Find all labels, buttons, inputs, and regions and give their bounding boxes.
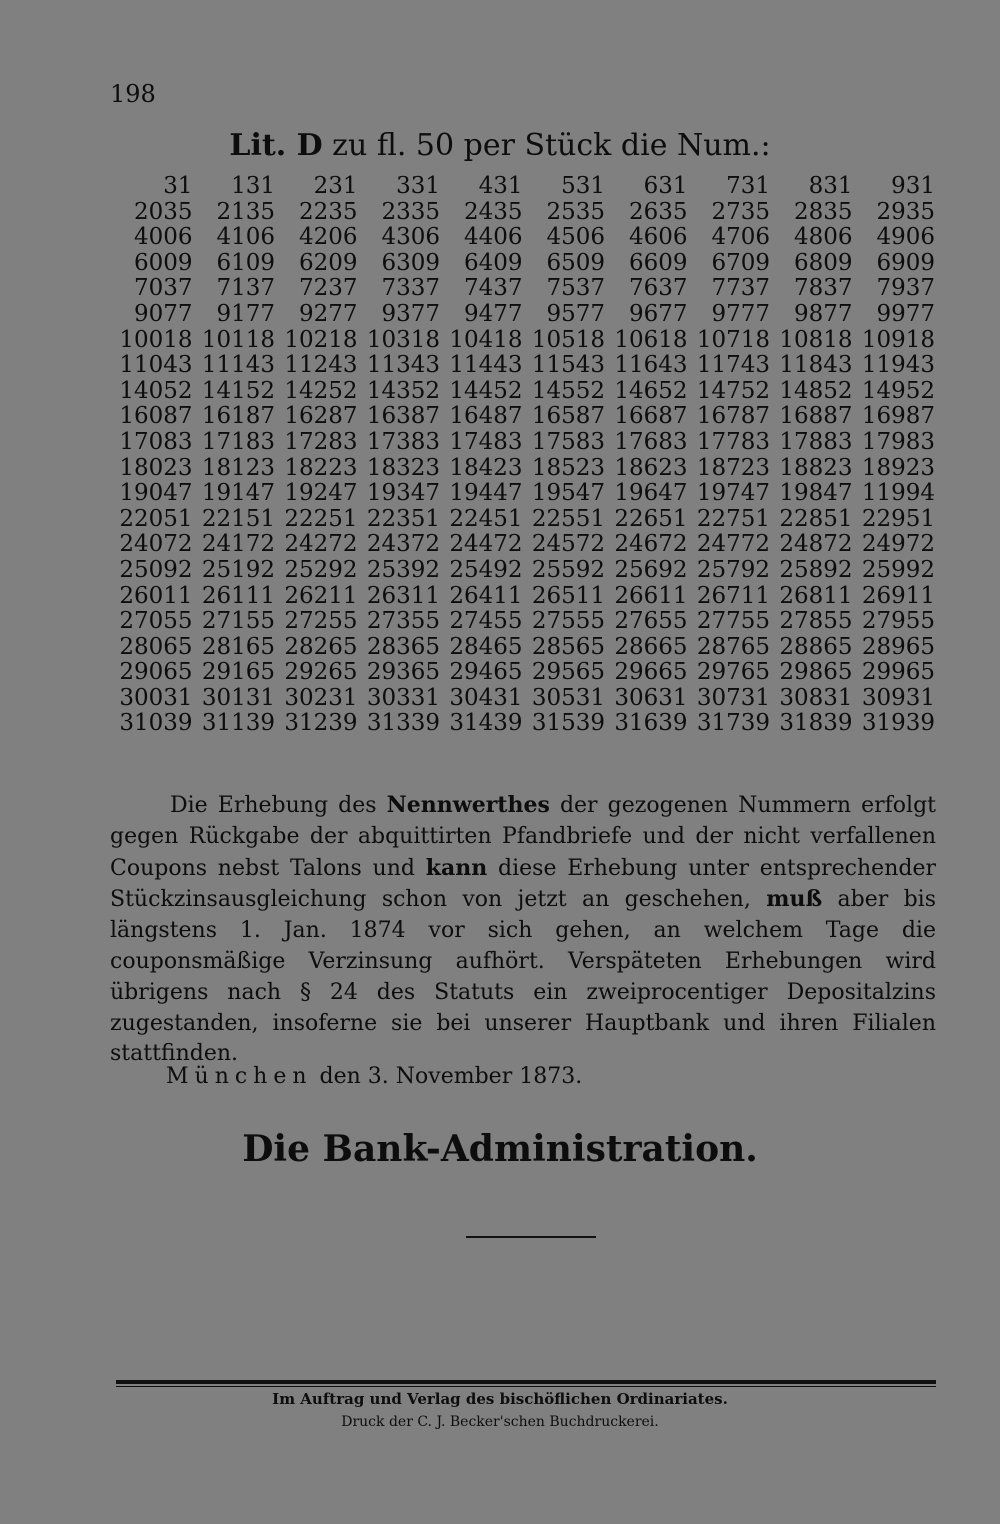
drawn-numbers-table (110, 174, 935, 737)
number-cell: 22351 (366, 505, 440, 532)
number-cell: 16687 (614, 403, 688, 430)
number-cell: 4206 (298, 224, 358, 251)
number-cell: 6309 (381, 249, 440, 276)
number-cell: 2635 (628, 198, 688, 225)
number-cell: 22151 (201, 505, 275, 532)
number-cell: 19647 (614, 480, 688, 507)
number-cell: 4106 (216, 224, 275, 251)
table-row (110, 686, 935, 712)
number-cell: 29065 (119, 659, 193, 686)
number-cell: 28665 (614, 633, 688, 660)
page-number: 198 (110, 80, 156, 108)
number-cell: 10218 (284, 326, 358, 353)
number-cell: 18423 (449, 454, 523, 481)
number-cell: 7637 (628, 275, 688, 302)
number-cell: 9377 (381, 300, 440, 327)
number-cell: 17783 (696, 428, 770, 455)
number-cell: 24672 (614, 531, 688, 558)
number-cell: 11143 (201, 352, 275, 379)
number-cell: 27855 (779, 608, 853, 635)
number-cell: 22251 (284, 505, 358, 532)
number-cell: 16287 (284, 403, 358, 430)
numbers-body (110, 174, 935, 737)
number-cell: 2735 (711, 198, 770, 225)
table-row (110, 200, 935, 226)
table-row (110, 302, 935, 328)
table-row (110, 635, 935, 661)
number-cell: 10418 (449, 326, 523, 353)
number-cell: 28565 (531, 633, 605, 660)
number-cell: 10118 (201, 326, 275, 353)
number-cell: 17083 (119, 428, 193, 455)
number-cell: 17183 (201, 428, 275, 455)
paragraph-part-4: aber bis längstens 1. Jan. 1874 vor sich gehen, an welchem Tage die couponsmäßige Verzinsung aufhört. Verspäteten Erhebungen wird übrigens nach § 24 des Statuts ein zweiprocentiger Depositalzins zugestanden, insoferne sie bei unserer Hauptbank und ihren Filialen stattfinden. (110, 887, 937, 1067)
number-cell: 16487 (449, 403, 523, 430)
number-cell: 7837 (793, 275, 853, 302)
number-cell: 18623 (614, 454, 688, 481)
number-cell: 25392 (366, 556, 440, 583)
number-cell: 10618 (614, 326, 688, 353)
number-cell: 18523 (531, 454, 605, 481)
paragraph-part-1: Die Erhebung des (170, 793, 377, 818)
number-cell: 31639 (614, 710, 688, 737)
number-cell: 30131 (201, 684, 275, 711)
number-cell: 17583 (531, 428, 605, 455)
number-cell: 25992 (861, 556, 935, 583)
number-cell: 27155 (201, 608, 275, 635)
number-cell: 26511 (531, 582, 605, 609)
number-cell: 30031 (119, 684, 193, 711)
table-row (110, 379, 935, 405)
number-cell: 16387 (366, 403, 440, 430)
table-row (110, 174, 935, 200)
number-cell: 25692 (614, 556, 688, 583)
number-cell: 29365 (366, 659, 440, 686)
number-cell: 24072 (119, 531, 193, 558)
number-cell: 30231 (284, 684, 358, 711)
number-cell: 26411 (449, 582, 523, 609)
number-cell: 31539 (531, 710, 605, 737)
number-cell: 28465 (449, 633, 523, 660)
number-cell: 6609 (628, 249, 688, 276)
number-cell: 7437 (463, 275, 523, 302)
table-row (110, 328, 935, 354)
number-cell: 17683 (614, 428, 688, 455)
number-cell: 18123 (201, 454, 275, 481)
number-cell: 11943 (861, 352, 935, 379)
number-cell: 16187 (201, 403, 275, 430)
number-cell: 30731 (696, 684, 770, 711)
table-row (110, 532, 935, 558)
number-cell: 14752 (696, 377, 770, 404)
number-cell: 29165 (201, 659, 275, 686)
number-cell: 17383 (366, 428, 440, 455)
number-cell: 2235 (298, 198, 358, 225)
paragraph-part-2: der gezogenen Nummern erfolgt gegen Rückgabe der abquittirten Pfandbriefe und der nicht verfallenen Coupons nebst Talons und (110, 793, 937, 881)
table-row (110, 481, 935, 507)
number-cell: 6109 (216, 249, 275, 276)
number-cell: 931 (891, 173, 935, 199)
number-cell: 29465 (449, 659, 523, 686)
number-cell: 31339 (366, 710, 440, 737)
number-cell: 31139 (201, 710, 275, 737)
number-cell: 11743 (696, 352, 770, 379)
table-row (110, 251, 935, 277)
number-cell: 14852 (779, 377, 853, 404)
number-cell: 2935 (876, 198, 935, 225)
number-cell: 26011 (119, 582, 193, 609)
number-cell: 27455 (449, 608, 523, 635)
number-cell: 18823 (779, 454, 853, 481)
number-cell: 11343 (366, 352, 440, 379)
number-cell: 24572 (531, 531, 605, 558)
number-cell: 28165 (201, 633, 275, 660)
number-cell: 14252 (284, 377, 358, 404)
number-cell: 11543 (531, 352, 605, 379)
number-cell: 6809 (793, 249, 853, 276)
table-row (110, 456, 935, 482)
number-cell: 2335 (381, 198, 440, 225)
number-cell: 231 (313, 173, 358, 199)
number-cell: 16887 (779, 403, 853, 430)
number-cell: 9877 (793, 300, 853, 327)
number-cell: 31239 (284, 710, 358, 737)
number-cell: 19347 (366, 480, 440, 507)
number-cell: 19547 (531, 480, 605, 507)
number-cell: 14452 (449, 377, 523, 404)
short-divider (466, 1236, 596, 1238)
number-cell: 26811 (779, 582, 853, 609)
number-cell: 29865 (779, 659, 853, 686)
number-cell: 27655 (614, 608, 688, 635)
number-cell: 7137 (216, 275, 275, 302)
number-cell: 4006 (133, 224, 193, 251)
number-cell: 19447 (449, 480, 523, 507)
number-cell: 331 (396, 173, 440, 199)
number-cell: 531 (561, 173, 605, 199)
footer-rule-thick (116, 1380, 936, 1384)
number-cell: 14952 (861, 377, 935, 404)
number-cell: 14152 (201, 377, 275, 404)
number-cell: 25192 (201, 556, 275, 583)
number-cell: 431 (478, 173, 523, 199)
number-cell: 18023 (119, 454, 193, 481)
heading-lit: Lit. D (229, 128, 323, 163)
number-cell: 27055 (119, 608, 193, 635)
number-cell: 29765 (696, 659, 770, 686)
number-cell: 14652 (614, 377, 688, 404)
number-cell: 30431 (449, 684, 523, 711)
number-cell: 4406 (463, 224, 523, 251)
number-cell: 26611 (614, 582, 688, 609)
number-cell: 6409 (463, 249, 523, 276)
number-cell: 24272 (284, 531, 358, 558)
number-cell: 24872 (779, 531, 853, 558)
number-cell: 11994 (861, 480, 935, 507)
number-cell: 14352 (366, 377, 440, 404)
dateline (166, 1064, 582, 1089)
number-cell: 26311 (366, 582, 440, 609)
number-cell: 29565 (531, 659, 605, 686)
number-cell: 18723 (696, 454, 770, 481)
number-cell: 31 (163, 173, 193, 199)
number-cell: 31439 (449, 710, 523, 737)
imprint-printer: Druck der C. J. Becker'schen Buchdruckerei. (341, 1414, 659, 1430)
number-cell: 11243 (284, 352, 358, 379)
number-cell: 28265 (284, 633, 358, 660)
table-row (110, 276, 935, 302)
number-cell: 27955 (861, 608, 935, 635)
number-cell: 9277 (298, 300, 358, 327)
number-cell: 24372 (366, 531, 440, 558)
number-cell: 25492 (449, 556, 523, 583)
signature: Die Bank-Administration. (242, 1128, 758, 1170)
number-cell: 7037 (133, 275, 193, 302)
number-cell: 18923 (861, 454, 935, 481)
table-row (110, 584, 935, 610)
number-cell: 29665 (614, 659, 688, 686)
number-cell: 28965 (861, 633, 935, 660)
number-cell: 31739 (696, 710, 770, 737)
number-cell: 28065 (119, 633, 193, 660)
number-cell: 6709 (711, 249, 770, 276)
number-cell: 28865 (779, 633, 853, 660)
number-cell: 14052 (119, 377, 193, 404)
number-cell: 9177 (216, 300, 275, 327)
number-cell: 30831 (779, 684, 853, 711)
number-cell: 17983 (861, 428, 935, 455)
number-cell: 24172 (201, 531, 275, 558)
number-cell: 11843 (779, 352, 853, 379)
number-cell: 9977 (876, 300, 935, 327)
list-heading (0, 128, 1000, 163)
number-cell: 31839 (779, 710, 853, 737)
paragraph-bold-1: Nennwerthes (386, 792, 550, 818)
dateline-rest: den 3. November 1873. (319, 1064, 583, 1089)
table-row (110, 225, 935, 251)
number-cell: 22451 (449, 505, 523, 532)
number-cell: 26711 (696, 582, 770, 609)
number-cell: 30631 (614, 684, 688, 711)
number-cell: 26211 (284, 582, 358, 609)
table-row (110, 609, 935, 635)
number-cell: 2835 (793, 198, 853, 225)
number-cell: 25792 (696, 556, 770, 583)
number-cell: 16087 (119, 403, 193, 430)
imprint-publisher: Im Auftrag und Verlag des bischöflichen Ordinariates. (272, 1390, 728, 1408)
number-cell: 7537 (546, 275, 605, 302)
number-cell: 9477 (463, 300, 523, 327)
number-cell: 4506 (546, 224, 605, 251)
number-cell: 6909 (876, 249, 935, 276)
paragraph-part-3: diese Erhebung unter entsprechender Stückzinsausgleichung schon von jetzt an geschehen, (110, 855, 936, 913)
number-cell: 9677 (628, 300, 688, 327)
number-cell: 11443 (449, 352, 523, 379)
number-cell: 10318 (366, 326, 440, 353)
number-cell: 22551 (531, 505, 605, 532)
number-cell: 31939 (861, 710, 935, 737)
number-cell: 29965 (861, 659, 935, 686)
number-cell: 2435 (463, 198, 523, 225)
number-cell: 19747 (696, 480, 770, 507)
number-cell: 16787 (696, 403, 770, 430)
number-cell: 22951 (861, 505, 935, 532)
number-cell: 9077 (133, 300, 193, 327)
number-cell: 9577 (546, 300, 605, 327)
number-cell: 4306 (381, 224, 440, 251)
number-cell: 2135 (216, 198, 275, 225)
number-cell: 25592 (531, 556, 605, 583)
number-cell: 19147 (201, 480, 275, 507)
number-cell: 4706 (711, 224, 770, 251)
number-cell: 30331 (366, 684, 440, 711)
number-cell: 6009 (133, 249, 193, 276)
number-cell: 10718 (696, 326, 770, 353)
table-row (110, 660, 935, 686)
number-cell: 24472 (449, 531, 523, 558)
number-cell: 14552 (531, 377, 605, 404)
number-cell: 27355 (366, 608, 440, 635)
number-cell: 4906 (876, 224, 935, 251)
number-cell: 22651 (614, 505, 688, 532)
number-cell: 28365 (366, 633, 440, 660)
number-cell: 26911 (861, 582, 935, 609)
number-cell: 11643 (614, 352, 688, 379)
number-cell: 2035 (133, 198, 193, 225)
table-row (110, 430, 935, 456)
dateline-city: München (166, 1064, 313, 1089)
number-cell: 22851 (779, 505, 853, 532)
number-cell: 27755 (696, 608, 770, 635)
number-cell: 29265 (284, 659, 358, 686)
number-cell: 24772 (696, 531, 770, 558)
number-cell: 27555 (531, 608, 605, 635)
number-cell: 7337 (381, 275, 440, 302)
number-cell: 7237 (298, 275, 358, 302)
number-cell: 731 (726, 173, 770, 199)
number-cell: 10918 (861, 326, 935, 353)
number-cell: 11043 (119, 352, 193, 379)
number-cell: 4606 (628, 224, 688, 251)
number-cell: 25092 (119, 556, 193, 583)
number-cell: 10018 (119, 326, 193, 353)
number-cell: 7937 (876, 275, 935, 302)
number-cell: 16587 (531, 403, 605, 430)
number-cell: 17483 (449, 428, 523, 455)
number-cell: 7737 (711, 275, 770, 302)
number-cell: 18223 (284, 454, 358, 481)
number-cell: 6209 (298, 249, 358, 276)
paragraph-bold-2: kann (425, 854, 488, 881)
number-cell: 30931 (861, 684, 935, 711)
paragraph-bold-3: muß (766, 886, 823, 913)
number-cell: 30531 (531, 684, 605, 711)
number-cell: 631 (643, 173, 688, 199)
number-cell: 26111 (201, 582, 275, 609)
number-cell: 22051 (119, 505, 193, 532)
number-cell: 19047 (119, 480, 193, 507)
number-cell: 17283 (284, 428, 358, 455)
number-cell: 24972 (861, 531, 935, 558)
number-cell: 27255 (284, 608, 358, 635)
number-cell: 25292 (284, 556, 358, 583)
number-cell: 10518 (531, 326, 605, 353)
table-row (110, 558, 935, 584)
number-cell: 18323 (366, 454, 440, 481)
heading-rest: zu fl. 50 per Stück die Num.: (332, 128, 771, 163)
number-cell: 25892 (779, 556, 853, 583)
table-row (110, 507, 935, 533)
footer-rule-thin (116, 1386, 936, 1387)
body-paragraph (110, 790, 936, 1070)
number-cell: 2535 (546, 198, 605, 225)
number-cell: 16987 (861, 403, 935, 430)
number-cell: 4806 (793, 224, 853, 251)
number-cell: 17883 (779, 428, 853, 455)
number-cell: 9777 (711, 300, 770, 327)
number-cell: 10818 (779, 326, 853, 353)
number-cell: 31039 (119, 710, 193, 737)
number-cell: 28765 (696, 633, 770, 660)
number-cell: 19847 (779, 480, 853, 507)
table-row (110, 404, 935, 430)
table-row (110, 711, 935, 737)
number-cell: 6509 (546, 249, 605, 276)
number-cell: 131 (231, 173, 275, 199)
number-cell: 22751 (696, 505, 770, 532)
table-row (110, 353, 935, 379)
number-cell: 19247 (284, 480, 358, 507)
number-cell: 831 (808, 173, 853, 199)
